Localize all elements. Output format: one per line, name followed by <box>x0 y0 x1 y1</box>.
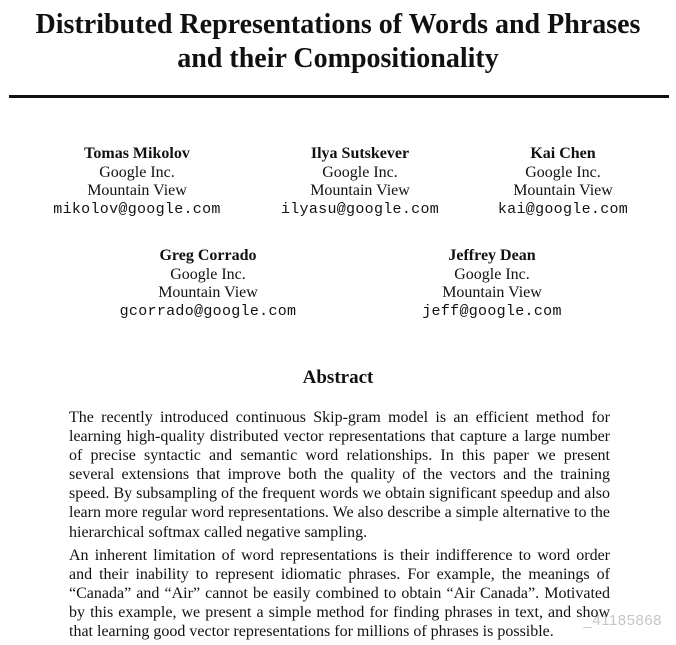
author-name: Ilya Sutskever <box>310 145 410 162</box>
author-name: Tomas Mikolov <box>84 145 190 162</box>
author-location: Mountain View <box>442 284 542 301</box>
abstract-heading: Abstract <box>302 367 374 388</box>
author-block-1 <box>22 145 252 219</box>
author-email: jeff@google.com <box>422 302 562 320</box>
author-location: Mountain View <box>158 284 258 301</box>
author-email: ilyasu@google.com <box>280 200 440 218</box>
author-block-5 <box>377 247 607 321</box>
title-line-2: and their Compositionality <box>177 43 499 74</box>
author-location: Mountain View <box>310 182 410 199</box>
author-block-4 <box>93 247 323 321</box>
author-email: kai@google.com <box>497 200 629 218</box>
author-name: Greg Corrado <box>159 247 257 264</box>
abstract-paragraph: The recently introduced continuous Skip-gram model is an efficient method for learning high-quality distributed vector representations that capture a large number of precise syntactic and semantic word relationships. In this paper we present several extensions that improve both the quality of the vectors and the training speed. By subsampling of the frequent words we obtain significant speedup and also learn more regular word representations. We also describe a simple alternative to the hierarchical softmax called negative sampling. <box>69 409 610 541</box>
title-line-1: Distributed Representations of Words and Phrases <box>35 9 641 40</box>
author-affiliation: Google Inc. <box>170 265 246 283</box>
author-affiliation: Google Inc. <box>322 163 398 181</box>
author-block-3 <box>448 145 676 219</box>
title-rule <box>9 95 669 98</box>
abstract-paragraph: An inherent limitation of word representations is their indifference to word order and their inability to represent idiomatic phrases. For example, the meanings of “Canada” and “Air” cannot be easily combined to obtain “Air Canada”. Motivated by this example, we present a simple method for finding phrases in text, and show that learning good vector representations for millions of phrases is possible. <box>69 546 610 641</box>
author-affiliation: Google Inc. <box>525 163 601 181</box>
paper-title <box>0 8 676 76</box>
author-block-2 <box>245 145 475 219</box>
abstract-body <box>69 408 610 645</box>
author-name: Kai Chen <box>530 145 596 162</box>
author-affiliation: Google Inc. <box>454 265 530 283</box>
author-location: Mountain View <box>87 182 187 199</box>
author-name: Jeffrey Dean <box>448 247 536 264</box>
author-location: Mountain View <box>513 182 613 199</box>
author-email: gcorrado@google.com <box>119 302 297 320</box>
watermark-text: _41185868 <box>583 612 662 629</box>
author-affiliation: Google Inc. <box>99 163 175 181</box>
author-email: mikolov@google.com <box>53 200 221 218</box>
